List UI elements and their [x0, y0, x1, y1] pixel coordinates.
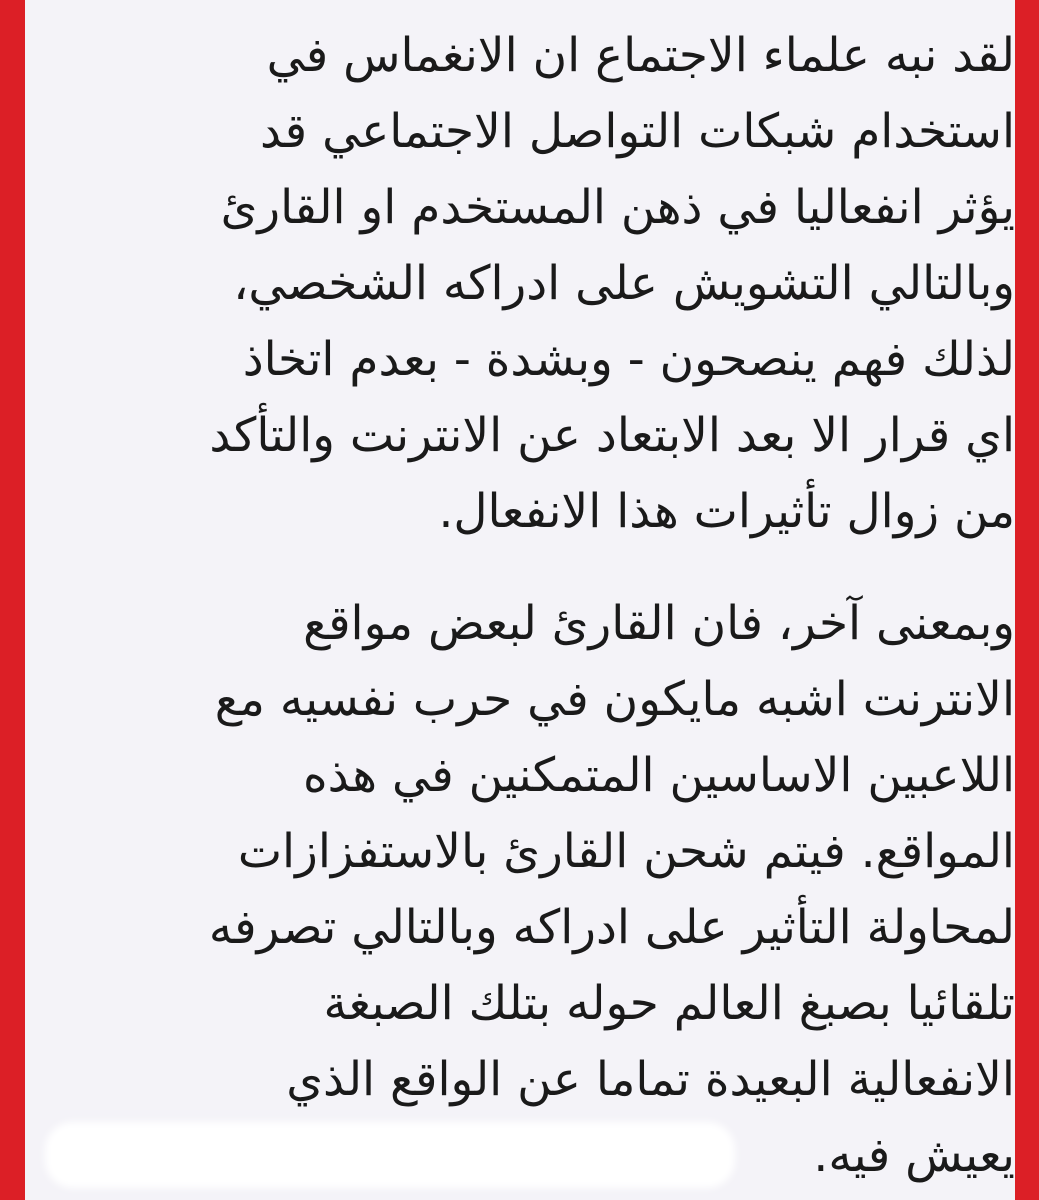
- text-line: لذلك فهم ينصحون - وبشدة - بعدم اتخاذ: [242, 332, 1015, 387]
- document-page: [25, 0, 1015, 1200]
- article-text: [73, 18, 1015, 1194]
- text-line: لمحاولة التأثير على ادراكه وبالتالي تصرفه: [208, 900, 1015, 955]
- text-line: الانفعالية البعيدة تماما عن الواقع الذي: [286, 1052, 1015, 1107]
- red-frame-left: [0, 0, 25, 1200]
- paragraph-1: [73, 18, 1015, 550]
- text-line: تلقائيا بصبغ العالم حوله بتلك الصبغة: [323, 976, 1015, 1031]
- redaction-blur: [45, 1122, 735, 1188]
- text-line: من زوال تأثيرات هذا الانفعال.: [438, 484, 1015, 539]
- text-line: المواقع. فيتم شحن القارئ بالاستفزازات: [237, 824, 1015, 879]
- text-line: اي قرار الا بعد الابتعاد عن الانترنت والتأكد: [209, 408, 1015, 463]
- paragraph-spacer: [73, 550, 1015, 586]
- paragraph-2: [73, 586, 1015, 1194]
- text-line: يؤثر انفعاليا في ذهن المستخدم او القارئ: [220, 180, 1015, 235]
- text-line: وبمعنى آخر، فان القارئ لبعض مواقع: [303, 596, 1015, 651]
- text-line: الانترنت اشبه مايكون في حرب نفسيه مع: [214, 672, 1015, 727]
- text-line: وبالتالي التشويش على ادراكه الشخصي،: [233, 256, 1015, 311]
- red-frame-right: [1015, 0, 1039, 1200]
- text-line: استخدام شبكات التواصل الاجتماعي قد: [260, 104, 1015, 159]
- text-line: يعيش فيه.: [813, 1128, 1015, 1183]
- text-line: اللاعبين الاساسين المتمكنين في هذه: [303, 748, 1015, 803]
- text-line: لقد نبه علماء الاجتماع ان الانغماس في: [266, 28, 1015, 83]
